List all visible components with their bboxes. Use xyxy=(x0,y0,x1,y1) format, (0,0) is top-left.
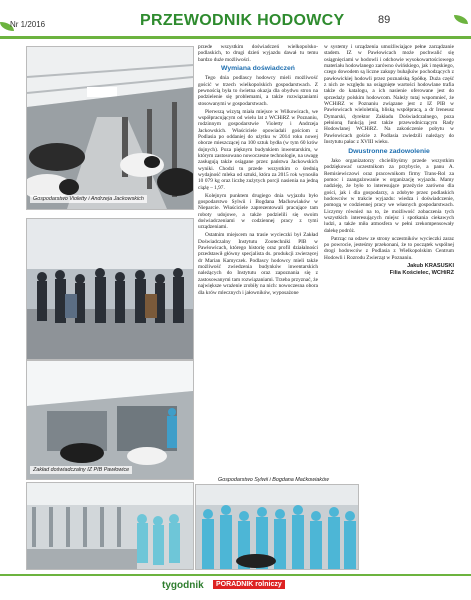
section-heading: Wymiana doświadczeń xyxy=(221,65,295,73)
footer-brand: tygodnik xyxy=(162,580,204,591)
author-name: Jakub KRASUSKI xyxy=(407,262,454,269)
article-column-2 xyxy=(324,44,454,476)
facility-illustration xyxy=(27,361,193,479)
paragraph: Ostatnim miejscem na trasie wycieczki był Zakład Doświadczalny Instytutu Zootechniki PIB w Pawłowicach, którego historię oraz profil działalności przedstawił główny specjalista ds. produkcji zwierzęcej dr Marian Kamyczek. Podlascy hodowcy mieli także możliwość zwiedzenia budynków inwentarskich należących do Instytutu oraz zapoznania się z zastosowanymi tam rozwiązaniami. Trzeba przyznać, że największe wrażenie zrobiły na nich: nowoczesna obora dla krów mlecznych i jałowników, wyposażone xyxy=(198,232,318,296)
paragraph: Kolejnym punktem drugiego dnia wyjazdu było gospodarstwo Sylwii i Bogdana Maćkowiaków w Nieparcie. Właściciele zaprezentowali pracujące tam roboty udojowe, a także podzielili się swoim doświadczeniami w codziennej pracy z tymi urządzeniami. xyxy=(198,192,318,231)
author-affiliation: Filia Kościelec, WCHiRZ xyxy=(389,269,454,276)
paragraph: Jako organizatorzy chcielibyśmy przede wszystkim podziękować uczestnikom za przybycie, a panu A. Remisiewiczowi oraz pracownikom firmy Trans-Rol za pomoc i zaangażowanie w organizację wyjazdu. Mamy nadzieję, że było to interesujące przeżycie zarówno dla gości, jak i dla gospodarzy, a zdobyte przez podlaskich hodowców w trakcie wyjazdu: wiedza i doświadczenie, pomogą w codziennej pracy we własnych gospodarstwach. Liczymy również na to, że możliwość zobaczenia tych wszystkich interesujących miejsc i spotkania ciekawych ludzi, a także miła atmosfera w pełni zrekompensowały dalekę podróż. xyxy=(324,157,454,234)
header-rule xyxy=(0,36,471,39)
barn-illustration xyxy=(27,47,193,209)
section-heading: Dwustronne zadowolenie xyxy=(348,147,430,155)
photo-facility xyxy=(26,360,194,480)
section-title: PRZEWODNIK HODOWCY xyxy=(140,12,345,29)
footer-brand-box: PORADNIK rolniczy xyxy=(213,580,285,589)
visitors-illustration xyxy=(196,485,358,569)
paragraph: w systemy i urządzenia umożliwiające pełne zarządzanie stadem. IZ w Pawłowicach może pochwalić się osiągnięciami w hodowli i odchowie wysokowartościowego materiału hodowlanego zarówno świńskiego, jak i męskiego, czego dowodem są liczne zakupy buhajków pochodzących z pawłowickiej hodowli przez poznańską Spółkę. Duża część z nich ze względu na osiągnięte wartości hodowlane trafia także do katalogu, a ich nasienie oferowane jest do sprzedaży polskim hodowcom. Należy tutaj wspomnieć, że WCHiRZ w Poznaniu związane jest z IZ PIB w Pawłowicach wieloletnią, bliską współpracą, a dr Ireneusz Dymarski, dyrektor Zakładu Doświadczalnego, poza pełnioną funkcją jest także przewodniczącym Rady Hodowlanej WCHiRZ. Na zakończenie pobytu w Pawłowicach goście z Podlasia zwiedzili należący do Instytutu pałac z XVIII wieku. xyxy=(324,44,454,146)
parlor-illustration xyxy=(27,483,193,569)
photo-caption: Gospodarstwo Sylwii i Bogdana Maćkowiaków xyxy=(215,476,332,484)
paragraph: Pierwszą wizytą miała miejsce w Wilkowicach, we współpracującym od wielu lat z WCHiRZ w Poznaniu, rodzinnym gospodarstwie Violetty i Andrzeja Jackowskich. Właściciele opowiadali gościom z Podlasia po oddaniej do użytku w 2014 roku nowej oborze mieszczącej na 100 sztuk bydła (w tym 60 krów dojnych). Poza pięknym budynkiem inwentarskim, w którym zastosowano nowoczesne technologie, na uwagę zasługują także osiągane przez państwa Jackowskich wyniki. Chodzi tu przede wszystkim o średnią wydajność mleka od sztuki, która za 2015 rok wynosiła 10 079 kg oraz liczbę zużytych porcji nasienia na jedną ciążę – 1,97. xyxy=(198,108,318,191)
photo-caption: Zakład doświadczalny IZ PIB Pawłowice xyxy=(30,466,132,474)
article-column-1 xyxy=(198,44,318,476)
footer-rule xyxy=(0,574,471,576)
photo-group-pawlowice xyxy=(26,218,194,360)
photo-visitors-mackowiak xyxy=(195,484,359,570)
paragraph: Tego dnia podlascy hodowcy mieli możliwość gościć w trzech wielkopolskich gospodarstwach. Z pewnością była to świetna okazja dla obydwu stron na podzielenie się problemami, a także rozwiązaniami stosowanymi w gospodarstwach. xyxy=(198,75,318,107)
paragraph: Patrząc na odzew ze strony uczestników wycieczki zaraz po powrocie, jesteśmy przekonani, że to początek wspólnej drogi hodowców z Podlasia z Wielkopolskim Centrum Hodowli i Rozrodu Zwierząt w Poznaniu. xyxy=(324,235,454,261)
photo-barn-jackowski xyxy=(26,46,194,210)
page-number: 89 xyxy=(378,14,391,26)
leaf-icon xyxy=(454,15,468,24)
photo-milking-parlor xyxy=(26,482,194,570)
issue-number: Nr 1/2016 xyxy=(10,20,46,29)
group-illustration xyxy=(27,219,193,359)
photo-caption: Gospodarstwo Violetty i Andrzeja Jackowskich xyxy=(30,195,147,203)
paragraph: przede wszystkim doświadczeń wielkopolsko-podlaskich, to drugi dzień wyjazdu dawał tu temu bardzo duże możliwości. xyxy=(198,44,318,63)
